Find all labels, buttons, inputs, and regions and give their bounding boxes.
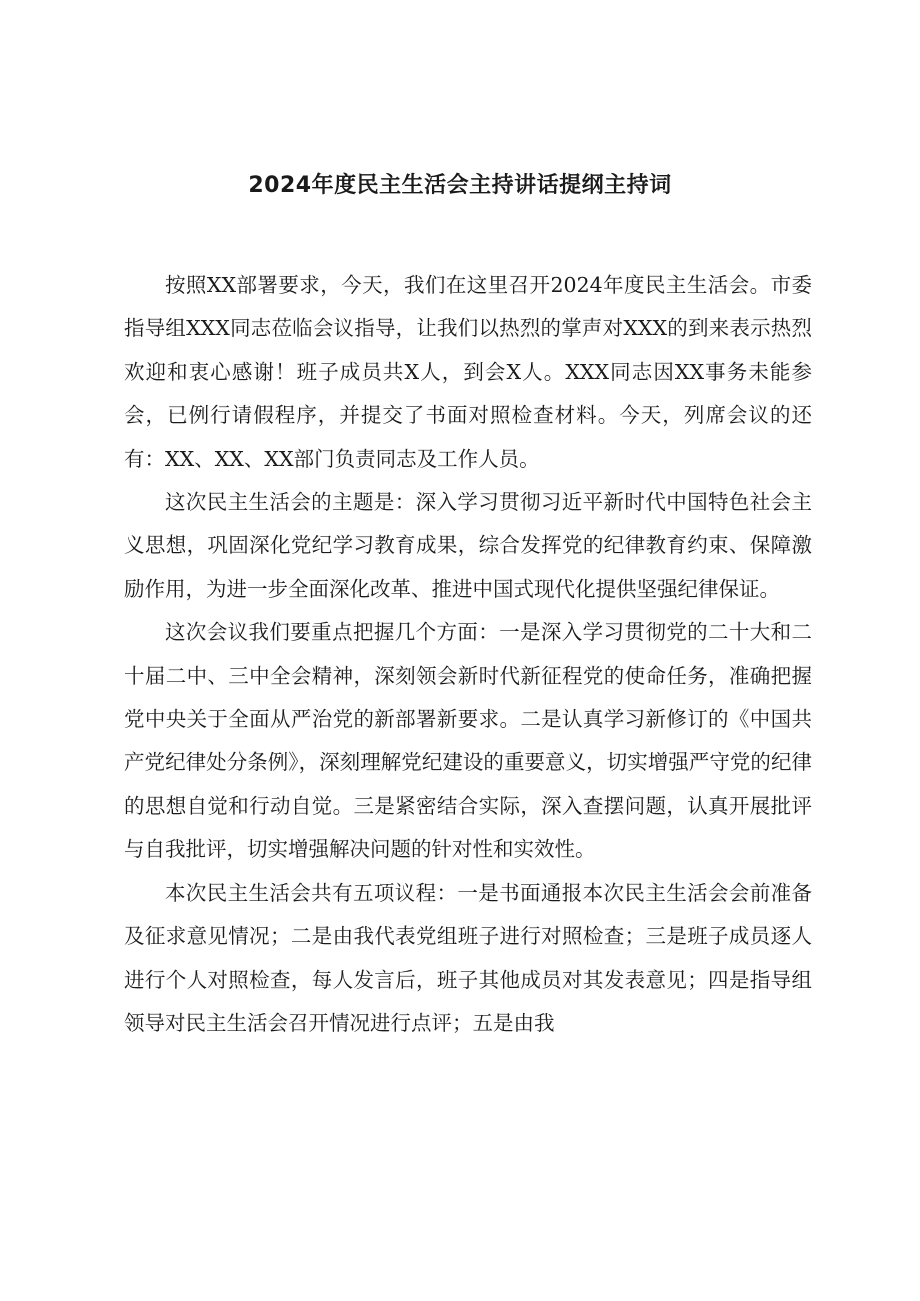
document-body xyxy=(124,264,812,1045)
document-title: 2024年度民主生活会主持讲话提纲主持词 xyxy=(248,173,672,198)
paragraph-1: 按照XX部署要求，今天，我们在这里召开2024年度民主生活会。市委指导组XXX同志莅临会议指导，让我们以热烈的掌声对XXX的到来表示热烈欢迎和衷心感谢！班子成员共X人，到会X人。XXX同志因XX事务未能参会，已例行请假程序，并提交了书面对照检查材料。今天，列席会议的还有：XX、XX、XX部门负责同志及工作人员。 xyxy=(124,273,812,471)
paragraph-4: 本次民主生活会共有五项议程：一是书面通报本次民主生活会会前准备及征求意见情况；二是由我代表党组班子进行对照检查；三是班子成员逐人进行个人对照检查，每人发言后，班子其他成员对其发表意见；四是指导组领导对民主生活会召开情况进行点评；五是由我 xyxy=(124,880,812,1035)
paragraph-2: 这次民主生活会的主题是：深入学习贯彻习近平新时代中国特色社会主义思想，巩固深化党纪学习教育成果，综合发挥党的纪律教育约束、保障激励作用，为进一步全面深化改革、推进中国式现代化提供坚强纪律保证。 xyxy=(124,490,812,601)
paragraph-3: 这次会议我们要重点把握几个方面：一是深入学习贯彻党的二十大和二十届二中、三中全会精神，深刻领会新时代新征程党的使命任务，准确把握党中央关于全面从严治党的新部署新要求。二是认真学习新修订的《中国共产党纪律处分条例》，深刻理解党纪建设的重要意义，切实增强严守党的纪律的思想自觉和行动自觉。三是紧密结合实际，深入查摆问题，认真开展批评与自我批评，切实增强解决问题的针对性和实效性。 xyxy=(124,620,812,862)
